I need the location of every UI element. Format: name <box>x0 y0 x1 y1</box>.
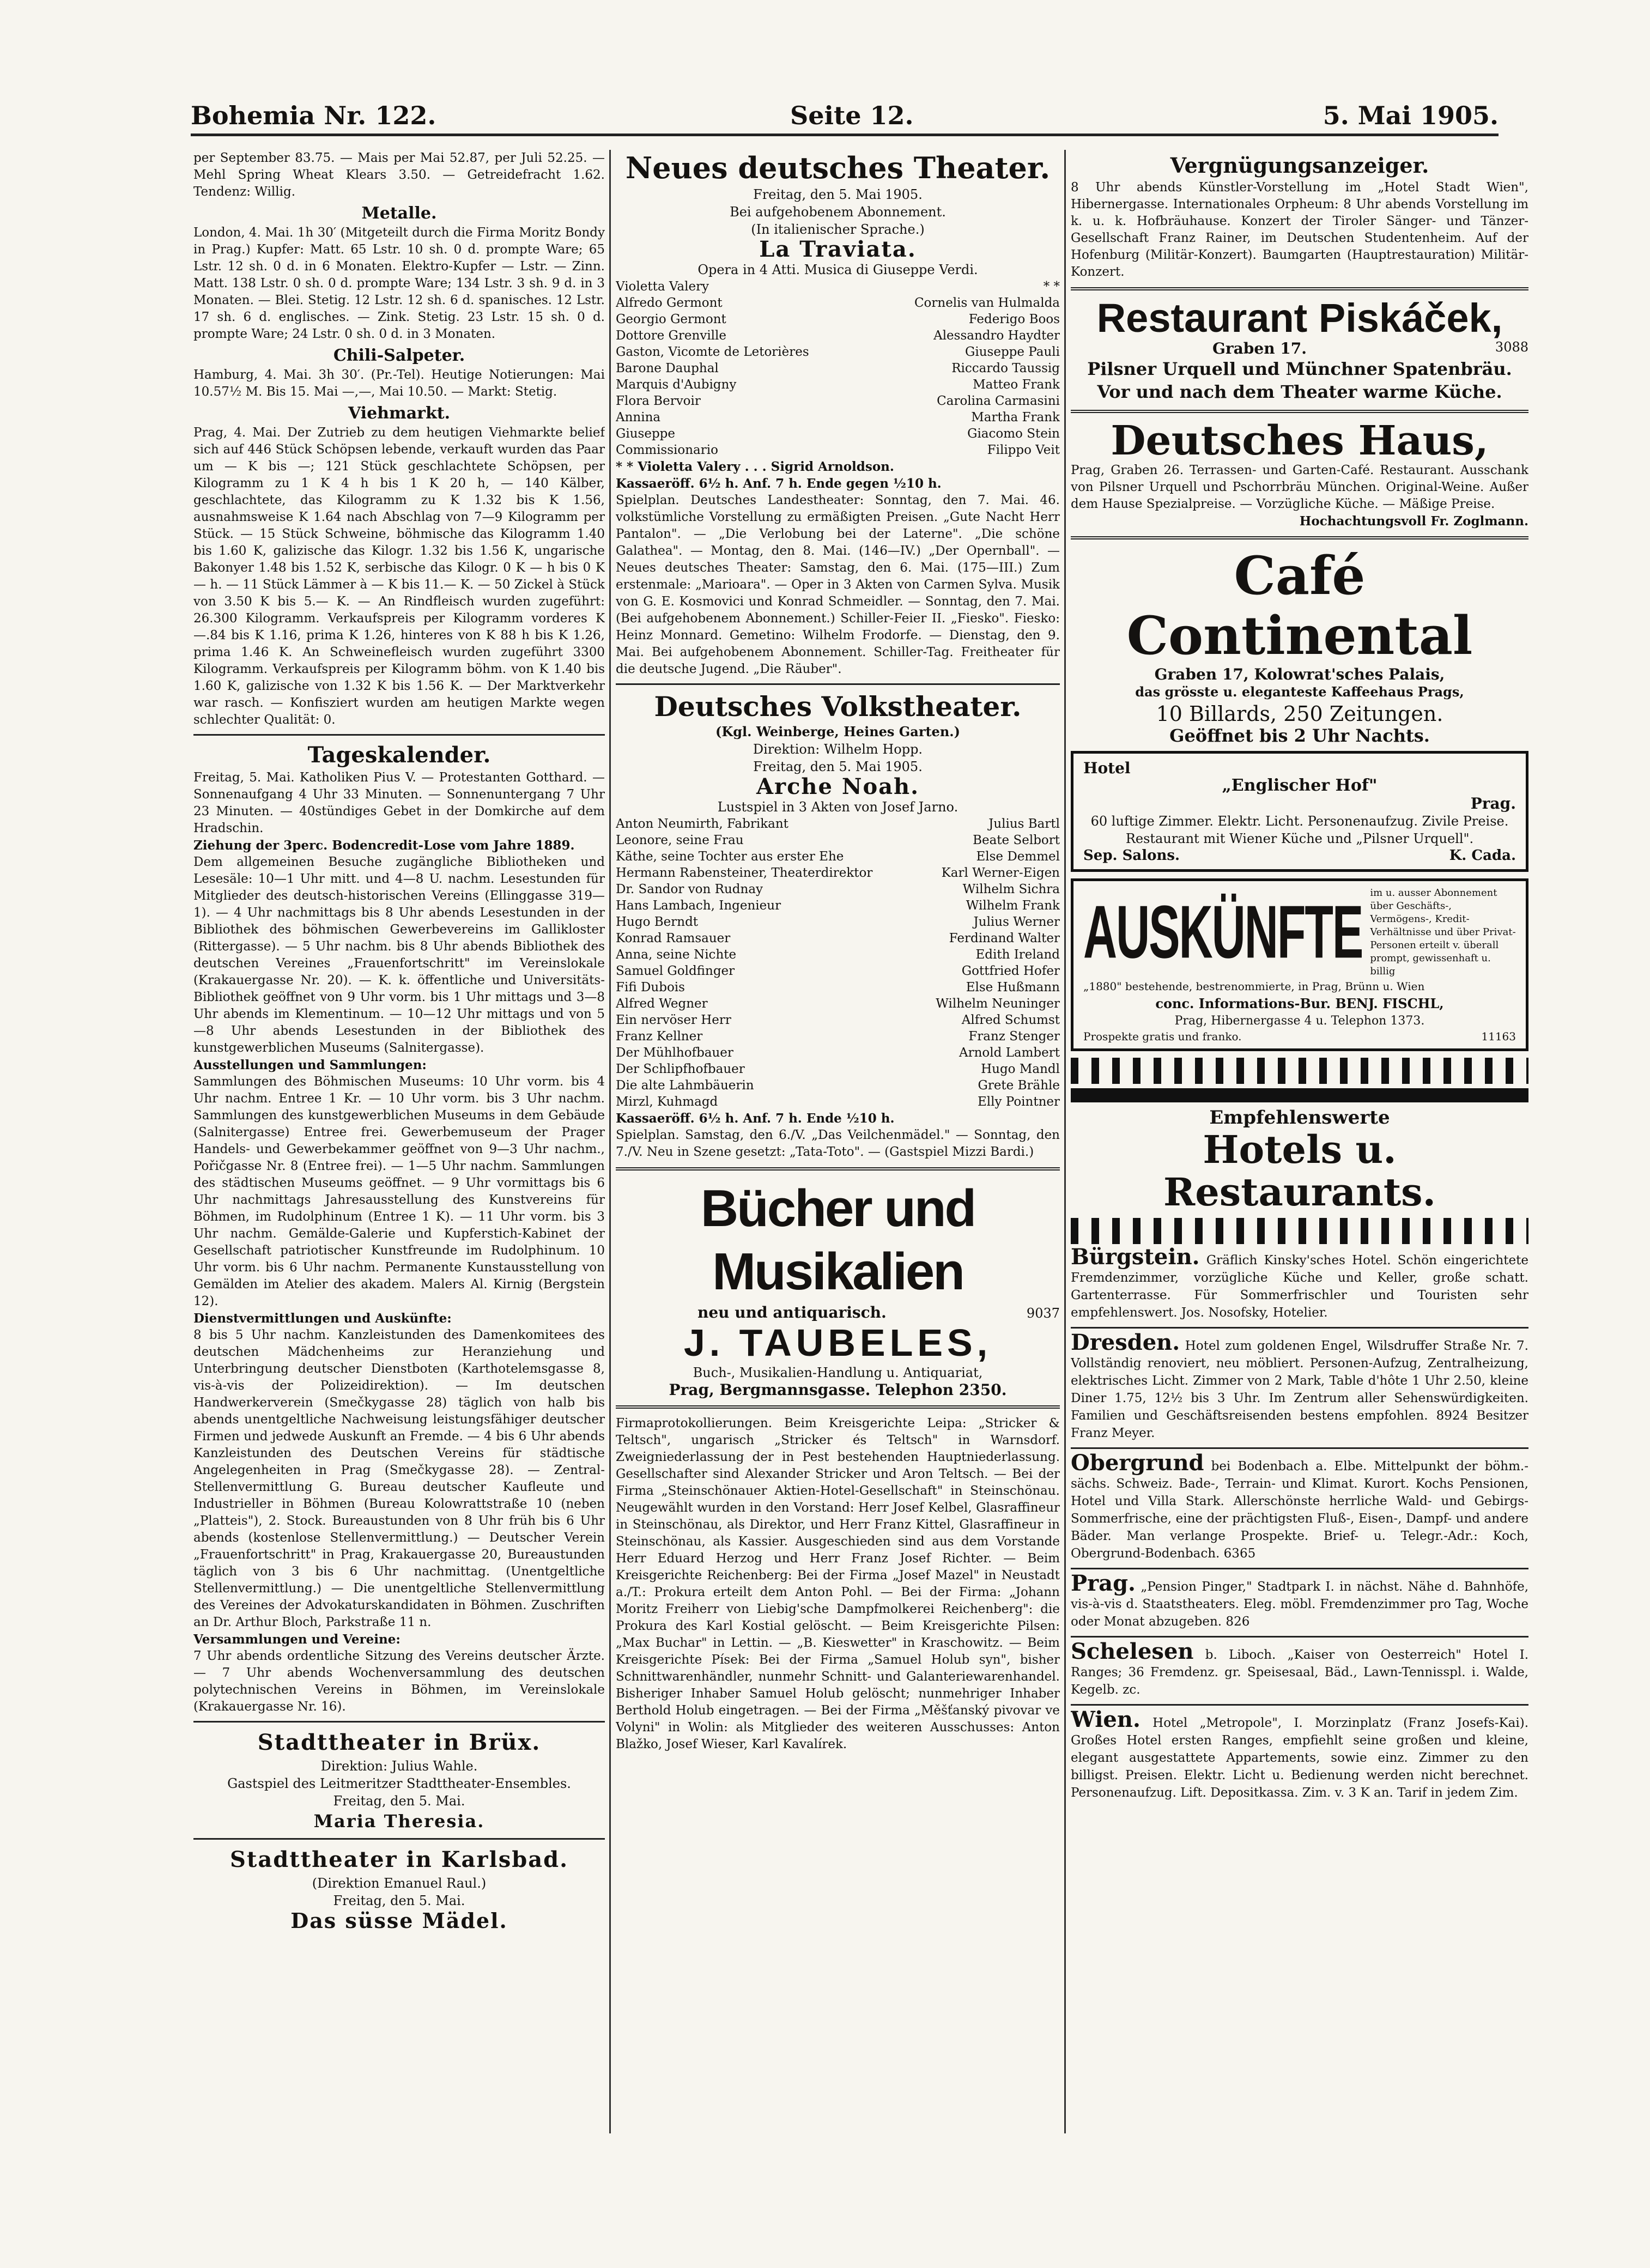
divider <box>1071 1704 1528 1706</box>
hotel-lead: Obergrund <box>1071 1450 1204 1476</box>
cast-row <box>616 1077 1060 1094</box>
chili-heading: Chili-Salpeter. <box>333 346 465 365</box>
dvt-spielplan: Spielplan. Samstag, den 6./V. „Das Veilchenmädel." — Sonntag, den 7./V. Neu in Szene gesetzt: „Tata-Toto". — (Gastspiel Mizzi Bardi.) <box>616 1128 1060 1159</box>
cast-row <box>616 832 1060 848</box>
cast-row <box>616 360 1060 377</box>
eh-city: Prag. <box>1470 795 1516 812</box>
brux-play: Maria Theresia. <box>313 1811 485 1832</box>
pisk-line-1: Pilsner Urquell und Münchner Spatenbräu. <box>1087 359 1512 379</box>
cafe-line-3: 10 Billards, 250 Zeitungen. <box>1156 702 1443 726</box>
ndt-times: Kassaeröff. 6½ h. Anf. 7 h. Ende gegen ½10 h. <box>616 476 942 491</box>
divider <box>193 1838 605 1840</box>
hotel-text: Hotel „Metropole", I. Morzinplatz (Franz Josefs-Kai). Großes Hotel ersten Ranges, empfiehlt seine großen und kleine, elegant ausgestattete Appartements, sowie einz. Zimmer zu den billigst. Preisen. Elektr. Licht u. Bedienung werden nicht berechnet. Personenaufzug. Lift. Depositkassa. Zim. v. 3 K an. Tarif in jedem Zim. <box>1071 1716 1528 1800</box>
ausk-num: 11163 <box>1481 1030 1516 1043</box>
role: Alfred Wegner <box>616 997 708 1011</box>
books-sub-row <box>616 1303 1060 1321</box>
dvt-cast <box>616 816 1060 1110</box>
role: Annina <box>616 410 661 425</box>
ausst-heading: Ausstellungen und Sammlungen: <box>193 1058 427 1072</box>
cafe-line-1: Graben 17, Kolowrat'sches Palais, <box>1154 665 1445 683</box>
divider <box>616 1405 1060 1409</box>
versamm-text: 7 Uhr abends ordentliche Sitzung des Vereins deutscher Ärzte. — 7 Uhr abends Wochenversammlung des deutschen polytechnischen Vereins in Böhmen, im Vereinslokale (Krakauergasse Nr. 16). <box>193 1649 605 1714</box>
ausst-text: Sammlungen des Böhmischen Museums: 10 Uhr vorm. bis 4 Uhr nachm. Entree 1 Kr. — 10 Uhr vorm. bis 3 Uhr nachm. Sammlungen des kunstgewerblichen Museums in dem Gebäude (Salnitergasse) Entree frei. Gewerbemuseum der Prager Handels- und Gewerbekammer geöffnet von 9—3 Uhr nachm., Pořičgasse Nr. 8 (Entree frei). — 1—5 Uhr nachm. Sammlungen des städtischen Museums geöffnet. — 9 Uhr vormittags bis 6 Uhr nachmittags Jahresausstellung des Kunstvereins für Böhmen, im Rudolphinum (Entree 1 K). — 11 Uhr vorm. bis 3 Uhr nachm. Gemälde-Galerie und Kupferstich-Kabinet der Gesellschaft patriotischer Kunstfreunde im Rudolphinum. 10 Uhr vorm. bis 6 Uhr nachm. Permanente Kunstausstellung von Gemälden im Atelier des akadem. Malers Al. Kirnig (Bergstein 12). <box>193 1075 605 1308</box>
actor: Federigo Boos <box>968 312 1060 326</box>
divider <box>1071 1327 1528 1329</box>
actor: Cornelis van Hulmalda <box>914 296 1060 310</box>
actor: Julius Bartl <box>988 817 1060 831</box>
hotel-entry <box>1071 1330 1528 1442</box>
page-header <box>191 101 1499 136</box>
hotel-entry <box>1071 1707 1528 1802</box>
dvt-sub: (Kgl. Weinberge, Heines Garten.) <box>715 724 960 739</box>
cast-row <box>616 881 1060 898</box>
dh-owner: Hochachtungsvoll Fr. Zoglmann. <box>1299 514 1528 529</box>
cast-row <box>616 914 1060 930</box>
chili-text: Hamburg, 4. Mai. 3h 30′. (Pr.-Tel). Heutige Notierungen: Mai 10.57½ M. Bis 15. Mai —,—, Mai 10.50. — Markt: Stetig. <box>193 368 605 399</box>
hotel-text: Hotel zum goldenen Engel, Wilsdruffer Straße Nr. 7. Vollständig renoviert, neu möbliert. Personen-Aufzug, Zentralheizung, elektrisches Licht. Zimmer von 2 Mark, Table d'hôte 1 Uhr 2.50, kleine Diner 1.75, 12½ bis 3 Uhr. Im Zentrum aller Sehenswürdigkeiten. Familien und Geschäftsreisenden bestens empfohlen. 8924 Besitzer Franz Meyer. <box>1071 1339 1528 1440</box>
role: Barone Dauphal <box>616 361 719 375</box>
metalle-text: London, 4. Mai. 1h 30′ (Mitgeteilt durch die Firma Moritz Bondy in Prag.) Kupfer: Matt. 65 Lstr. 10 sh. 0 d. prompte Ware; 65 Lstr. 12 sh. 0 d. in 6 Monaten. Elektro-Kupfer — Lstr. — Zinn. Matt. 138 Lstr. 0 sh. 0 d. prompte Ware; 134 Lstr. 3 sh. 9 d. in 3 Monaten. — Blei. Stetig. 12 Lstr. 12 sh. 6 d. spanisches. 12 Lstr. 17 sh. 6 d. englisches. — Zink. Stetig. 23 Lstr. 15 sh. 0 d. prompte Ware; 24 Lstr. 0 sh. 0 d. in 3 Monaten. <box>193 226 605 341</box>
actor: Filippo Veit <box>987 443 1060 457</box>
hotel-lead: Bürgstein. <box>1071 1244 1200 1270</box>
ndt-play: La Traviata. <box>759 236 917 262</box>
actor: Wilhelm Sichra <box>962 882 1060 896</box>
role: Franz Kellner <box>616 1029 703 1044</box>
role: Dottore Grenville <box>616 329 727 343</box>
role: Violetta Valery <box>616 280 709 294</box>
ndt-line-1: Freitag, den 5. Mai 1905. <box>753 187 923 202</box>
column-1 <box>193 150 605 2133</box>
divider <box>1071 1447 1528 1449</box>
pisk-addr-row <box>1071 339 1528 357</box>
cast-row <box>616 865 1060 881</box>
role: Georgio Germont <box>616 312 726 326</box>
karls-line-2: Freitag, den 5. Mai. <box>333 1893 465 1908</box>
role: Der Mühlhofbauer <box>616 1046 733 1060</box>
role: Marquis d'Aubigny <box>616 378 737 392</box>
actor: Matteo Frank <box>973 378 1060 392</box>
actor: Giuseppe Pauli <box>964 345 1060 359</box>
ndt-star: * * Violetta Valery . . . Sigrid Arnoldson. <box>616 459 894 474</box>
ornament-bar <box>1071 1088 1528 1102</box>
role: Die alte Lahmbäuerin <box>616 1078 754 1093</box>
brux-line-3: Freitag, den 5. Mai. <box>333 1793 465 1809</box>
ndt-line-3: (In italienischer Sprache.) <box>751 222 925 237</box>
header-right: 5. Mai 1905. <box>1323 101 1499 130</box>
cast-row <box>616 1045 1060 1061</box>
pisk-line-2: Vor und nach dem Theater warme Küche. <box>1097 381 1502 402</box>
divider <box>1071 1636 1528 1638</box>
column-2 <box>616 150 1060 2133</box>
actor: Julius Werner <box>973 915 1060 929</box>
column-3 <box>1071 150 1528 2133</box>
firmaprotokoll: Firmaprotokollierungen. Beim Kreisgerichte Leipa: „Stricker & Teltsch", ungarisch „Stricker és Teltsch" in Warnsdorf. Zweigniederlassung der in Pest bestehenden Hauptniederlassung. Gesellschafter sind Alexander Stricker und Aron Teltsch. — Bei der Firma „Steinschönauer Aktien-Hotel-Gesellschaft" in Steinschönau. Neugewählt wurden in den Vorstand: Herr Josef Kelbel, Glasraffineur in Steinschönau, als Direktor, und Herr Franz Kittel, Glasraffineur in Steinschönau, als Kassier. Ausgeschieden sind aus dem Vorstande Herr Eduard Herzog und Herr Franz Josef Richter. — Beim Kreisgerichte Reichenberg: Bei der Firma „Josef Mazel" in Neustadt a./T.: Prokura erteilt dem Anton Pohl. — Bei der Firma: „Johann Moritz Freiherr von Liebig'sche Dampfmolkerei Reichenberg": die Prokura des Karl Kostial gelöscht. — Beim Kreisgerichte Pilsen: „Max Buchar" in Lettin. — „B. Kieswetter" in Kraschowitz. — Beim Kreisgerichte Písek: Bei der Firma „Samuel Holub syn", bisher Schnittwarenhändler, nunmehr Schnitt- und Galanteriewarenhandel. Bisheriger Inhaber Samuel Holub gelöscht; nunmehriger Inhaber Berthold Holub eingetragen. — Bei der Firma „Měšťanský pivovar ve Volyni" in Wolin: als Mitglieder des weiteren Ausschusses: Anton Blažko, Josef Wieser, Karl Kavalírek. <box>616 1416 1060 1751</box>
cast-row <box>616 979 1060 996</box>
role: Alfredo Germont <box>616 296 723 310</box>
karls-play: Das süsse Mädel. <box>290 1908 508 1933</box>
brux-line-2: Gastspiel des Leitmeritzer Stadttheater-Ensembles. <box>227 1776 571 1791</box>
dvt-times: Kassaeröff. 6½ h. Anf. 7 h. Ende ½10 h. <box>616 1111 895 1126</box>
divider <box>1071 287 1528 290</box>
tages-heading: Tageskalender. <box>307 742 491 768</box>
actor: Giacomo Stein <box>967 427 1060 441</box>
divider <box>1071 536 1528 539</box>
hotel-text: b. Liboch. „Kaiser von Oesterreich" Hotel I. Ranges; 36 Fremdenz. gr. Speisesaal, Bäd., Lawn-Tennisspl. i. Walde, Kegelb. zc. <box>1071 1648 1528 1697</box>
tages-text-3: Dem allgemeinen Besuche zugängliche Bibliotheken und Lesesäle: 10—1 Uhr mitt. und 4—8 U. nachm. Lesestunden für Mitglieder des deutsch-historischen Vereins (Ellinggasse 319—1). — 4 Uhr nachmittags bis 8 Uhr abends Lesestunden in der Bibliothek des böhmischen Gewerbevereins im Gallikloster (Rittergasse). — 5 Uhr nachm. bis 8 Uhr abends Bibliothek des deutschen Vereines „Frauenfortschritt" im Vereinslokale (Krakauergasse Nr. 20). — K. k. öffentliche und Universitäts-Bibliothek geöffnet von 9 Uhr vorm. bis 1 Uhr mittags und 3—8 Uhr abends im Klementinum. — 10—12 Uhr mittags und von 5—8 Uhr abends Lesestunden in der Bibliothek des kunstgewerblichen Museums (Salnitergasse). <box>193 855 605 1055</box>
role: Hans Lambach, Ingenieur <box>616 899 781 913</box>
hotel-lead: Prag. <box>1071 1570 1136 1596</box>
cast-row <box>616 1028 1060 1045</box>
cast-row <box>616 295 1060 311</box>
ornament-band <box>1071 1058 1528 1084</box>
dienst-heading: Dienstvermittlungen und Auskünfte: <box>193 1311 452 1326</box>
pisk-addr: Graben 17. <box>1212 339 1307 357</box>
role: Flora Bervoir <box>616 394 701 408</box>
actor: Hugo Mandl <box>981 1062 1060 1076</box>
brux-title: Stadttheater in Brüx. <box>257 1730 541 1755</box>
dvt-play: Arche Noah. <box>756 774 920 799</box>
cast-row <box>616 278 1060 295</box>
brux-line-1: Direktion: Julius Wahle. <box>320 1758 478 1774</box>
eh-owner: K. Cada. <box>1449 847 1516 864</box>
role: Dr. Sandor von Rudnay <box>616 882 763 896</box>
divider <box>193 1721 605 1723</box>
ausk-pros: Prospekte gratis und franko. <box>1083 1030 1242 1043</box>
role: Ein nervöser Herr <box>616 1013 731 1027</box>
cast-row <box>616 393 1060 409</box>
ausk-side: im u. ausser Abonnement über Geschäfts-, Vermögens-, Kredit-Verhältnisse und über Privat-Personen erteilt v. überall prompt, gewissenhaft u. billig <box>1370 887 1516 977</box>
cast-row <box>616 311 1060 328</box>
dh-text: Prag, Graben 26. Terrassen- und Garten-Café. Restaurant. Ausschank von Pilsner Urquell und Pschorrbräu München. Original-Weine. Außer dem Hause Spezialpreise. — Vorzügliche Küche. — Mäßige Preise. <box>1071 463 1528 511</box>
englischer-hof-ad <box>1071 751 1528 872</box>
verg-heading: Vergnügungsanzeiger. <box>1170 153 1429 178</box>
role: Samuel Goldfinger <box>616 964 735 978</box>
books-title: Bücher und Musikalien <box>700 1179 975 1301</box>
cast-row <box>616 898 1060 914</box>
actor: Wilhelm Neuninger <box>936 997 1060 1011</box>
hotel-entry <box>1071 1244 1528 1321</box>
role: Giuseppe <box>616 427 676 441</box>
market-intro: per September 83.75. — Mais per Mai 52.87, per Juli 52.25. — Mehl Spring Wheat Klears 3.50. — Getreidefracht 1.62. Tendenz: Willig. <box>193 151 605 199</box>
eh-label: Hotel <box>1083 759 1131 777</box>
auskuenfte-ad <box>1071 878 1528 1051</box>
dvt-line-1: Direktion: Wilhelm Hopp. <box>753 742 923 757</box>
actor: Martha Frank <box>971 410 1060 425</box>
divider <box>616 683 1060 685</box>
column-rule-1 <box>609 150 611 2133</box>
header-center: Seite 12. <box>790 101 914 130</box>
cast-row <box>616 1094 1060 1110</box>
eh-name: „Englischer Hof" <box>1222 776 1378 795</box>
actor: Beate Selbort <box>973 833 1060 847</box>
cafe-line-4: Geöffnet bis 2 Uhr Nachts. <box>1169 725 1430 746</box>
actor: Wilhelm Frank <box>966 899 1060 913</box>
role: Hugo Berndt <box>616 915 699 929</box>
tages-text-2: Ziehung der 3perc. Bodencredit-Lose vom Jahre 1889. <box>193 838 575 853</box>
hotel-entry <box>1071 1450 1528 1562</box>
actor: * * <box>1043 280 1060 294</box>
ndt-spielplan: Spielplan. Deutsches Landestheater: Sonntag, den 7. Mai. 46. volkstümliche Vorstellung zu ermäßigten Preisen. „Gute Nacht Herr Pantalon". — „Die Verlobung bei der Laterne". „Die schöne Galathea". — Montag, den 8. Mai. (146—IV.) „Der Opernball". — Neues deutsches Theater: Samstag, den 6. Mai. (175—III.) Zum erstenmale: „Marioara". — Oper in 3 Akten von Carmen Sylva. Musik von G. E. Kosmovici und Konrad Schmeidler. — Sonntag, den 7. Mai. (Bei aufgehobenem Abonnement.) Schiller-Feier II. „Fiesko". Fiesko: Heinz Monnard. Gemetino: Wilhelm Frodorfe. — Dienstag, den 9. Mai. Bei aufgehobenem Abonnement. Schiller-Tag. Freitheater für die deutsche Jugend. „Die Räuber". <box>616 493 1060 676</box>
actor: Else Demmel <box>976 850 1060 864</box>
ndt-line-2: Bei aufgehobenem Abonnement. <box>730 204 946 220</box>
divider <box>193 734 605 736</box>
cast-row <box>616 816 1060 832</box>
cafe-line-2: das grösste u. eleganteste Kaffeehaus Prags, <box>1135 684 1464 700</box>
cast-row <box>616 426 1060 442</box>
ndt-sub: Opera in 4 Atti. Musica di Giuseppe Verdi. <box>697 262 978 277</box>
cast-row <box>616 344 1060 360</box>
divider <box>1071 1568 1528 1569</box>
actor: Alfred Schumst <box>961 1013 1060 1027</box>
emp-big: Hotels u. Restaurants. <box>1163 1127 1436 1215</box>
ndt-title: Neues deutsches Theater. <box>625 150 1051 185</box>
hotel-entry <box>1071 1570 1528 1630</box>
role: Fifi Dubois <box>616 980 685 994</box>
role: Gaston, Vicomte de Letorières <box>616 345 809 359</box>
role: Anna, seine Nichte <box>616 948 737 962</box>
ausk-big: AUSKÜNFTE <box>1083 890 1363 974</box>
hotel-lead: Wien. <box>1071 1707 1141 1732</box>
role: Der Schlipfhofbauer <box>616 1062 745 1076</box>
hotel-text: bei Bodenbach a. Elbe. Mittelpunkt der böhm.-sächs. Schweiz. Bade-, Terrain- und Klimat. Kurort. Kochs Pensionen, Hotel und Villa Stark. Allerschönste herrliche Wald- und Gebirgs-Sommerfrische, eine der prächtigsten Fluß-, Eisen-, Dampf- und andere Bäder. Man verlange Prospekte. Brief- u. Telegr.-Adr.: Koch, Obergrund-Bodenbach. 6365 <box>1071 1459 1528 1561</box>
dh-title: Deutsches Haus, <box>1111 417 1489 464</box>
ndt-cast <box>616 278 1060 458</box>
karls-line-1: (Direktion Emanuel Raul.) <box>312 1876 487 1891</box>
cast-row <box>616 930 1060 947</box>
tages-text-1: Freitag, 5. Mai. Katholiken Pius V. — Protestanten Gotthard. — Sonnenaufgang 4 Uhr 33 Minuten. — Sonnenuntergang 7 Uhr 23 Minuten. — 40stündiges Gebet in der Domkirche auf dem Hradschin. <box>193 771 605 835</box>
role: Käthe, seine Tochter aus erster Ehe <box>616 850 844 864</box>
actor: Riccardo Taussig <box>951 361 1060 375</box>
actor: Alessandro Haydter <box>933 329 1060 343</box>
dvt-line-2: Freitag, den 5. Mai 1905. <box>753 759 923 774</box>
ausk-est: „1880" bestehende, bestrenommierte, in Prag, Brünn u. Wien <box>1083 980 1425 993</box>
actor: Gottfried Hofer <box>961 964 1060 978</box>
karls-title: Stadttheater in Karlsbad. <box>229 1847 569 1872</box>
cast-row <box>616 409 1060 426</box>
cast-row <box>616 1061 1060 1077</box>
cast-row <box>616 996 1060 1012</box>
hotel-entry <box>1071 1639 1528 1699</box>
role: Anton Neumirth, Fabrikant <box>616 817 788 831</box>
books-addr: Prag, Bergmannsgasse. Telephon 2350. <box>669 1381 1007 1399</box>
books-num: 9037 <box>1026 1306 1060 1321</box>
dvt-genre: Lustspiel in 3 Akten von Josef Jarno. <box>717 799 959 815</box>
role: Hermann Rabensteiner, Theaterdirektor <box>616 866 873 880</box>
role: Konrad Ramsauer <box>616 931 731 945</box>
verg-text: 8 Uhr abends Künstler-Vorstellung im „Hotel Stadt Wien", Hibernergasse. Internationales Orpheum: 8 Uhr abends Vorstellung im k. u. k. Hofbräuhause. Konzert der Tiroler Sänger- und Tänzer-Gesellschaft Franz Rainer, im Deutschen Studentenheim. Auf der Hofenburg (Militär-Konzert). Baumgarten (Hauptrestauration) Militär-Konzert. <box>1071 180 1528 279</box>
pisk-num: 3088 <box>1495 339 1528 355</box>
cast-row <box>616 848 1060 865</box>
cast-row <box>616 1012 1060 1028</box>
column-rule-2 <box>1064 150 1066 2133</box>
ausk-footer <box>1083 1030 1516 1043</box>
actor: Ferdinand Walter <box>949 931 1060 945</box>
eh-sep: Sep. Salons. <box>1083 847 1180 864</box>
dvt-title: Deutsches Volkstheater. <box>654 690 1022 723</box>
versamm-heading: Versammlungen und Vereine: <box>193 1632 401 1647</box>
vieh-heading: Viehmarkt. <box>348 404 451 423</box>
role: Leonore, seine Frau <box>616 833 744 847</box>
role: Mirzl, Kuhmagd <box>616 1095 718 1109</box>
actor: Elly Pointner <box>977 1095 1060 1109</box>
actor: Else Hußmann <box>966 980 1060 994</box>
hotel-lead: Schelesen <box>1071 1639 1194 1664</box>
actor: Edith Ireland <box>975 948 1060 962</box>
actor: Grete Brähle <box>978 1078 1060 1093</box>
books-desc: Buch-, Musikalien-Handlung u. Antiquariat, <box>693 1365 983 1380</box>
emp-heading: Empfehlenswerte <box>1209 1107 1390 1129</box>
actor: Arnold Lambert <box>959 1046 1060 1060</box>
header-left: Bohemia Nr. 122. <box>191 101 436 130</box>
cast-row <box>616 963 1060 979</box>
ornament-band <box>1071 1218 1528 1244</box>
hotel-text: Gräflich Kinsky'sches Hotel. Schön eingerichtete Fremdenzimmer, vorzügliche Küche und Keller, große schatt. Gartenterrasse. Für Sommerfrischler und Touristen sehr empfehlenswert. Jos. Nosofsky, Hotelier. <box>1071 1253 1528 1320</box>
ausk-top <box>1083 887 1516 978</box>
cast-row <box>616 442 1060 458</box>
divider <box>616 1167 1060 1171</box>
divider <box>1071 410 1528 413</box>
books-sub: neu und antiquarisch. <box>697 1303 887 1321</box>
books-firm: J. TAUBELES, <box>683 1321 992 1364</box>
eh-footer <box>1083 847 1516 864</box>
actor: Karl Werner-Eigen <box>941 866 1060 880</box>
cafe-title: Café Continental <box>1126 545 1473 666</box>
actor: Franz Stenger <box>968 1029 1060 1044</box>
hotel-lead: Dresden. <box>1071 1330 1180 1355</box>
ausk-addr: Prag, Hibernergasse 4 u. Telephon 1373. <box>1174 1014 1425 1028</box>
pisk-title: Restaurant Piskáček, <box>1096 295 1503 341</box>
ausk-firm: conc. Informations-Bur. BENJ. FISCHL, <box>1155 996 1444 1011</box>
metalle-heading: Metalle. <box>361 204 437 223</box>
dienst-text: 8 bis 5 Uhr nachm. Kanzleistunden des Damenkomitees des deutschen Mädchenheims zur Heranziehung und Unterbringung deutscher Dienstboten (Karthotelemsgasse 8, vis-à-vis der Polizeidirektion). — Im deutschen Handwerkerverein (Smečkygasse 28) täglich von halb bis abends unentgeltliche Nachweisung leistungsfähiger deutscher Firmen und jedwede Auskunft an Fremde. — 4 bis 6 Uhr abends Kanzleistunden des Deutschen Vereins für städtische Angelegenheiten in Prag (Smečkygasse 28). — Zentral-Stellenvermittlung G. Bureau deutscher Kaufleute und Industrieller in Böhmen (Bureau Kolowrattstraße 10 (neben „Platteis"), 2. Stock. Bureaustunden von 8 Uhr früh bis 6 Uhr abends (kostenlose Stellenvermittlung.) — Deutscher Verein „Frauenfortschritt" in Prag, Krakauergasse 20, Bureaustunden täglich von 3 bis 6 Uhr nachmittag. (Unentgeltliche Stellenvermittlung.) — Die unentgeltliche Stellenvermittlung des Vereines der Advokaturskandidaten in Böhmen. Zuschriften an Dr. Arthur Bloch, Parkstraße 11 n. <box>193 1328 605 1629</box>
cast-row <box>616 947 1060 963</box>
hotel-text: „Pension Pinger," Stadtpark I. in nächst. Nähe d. Bahnhöfe, vis-à-vis d. Staatstheaters. Eleg. möbl. Fremdenzimmer pro Tag, Woche oder Monat abzugeben. 826 <box>1071 1580 1528 1629</box>
role: Commissionario <box>616 443 718 457</box>
cast-row <box>616 328 1060 344</box>
vieh-text: Prag, 4. Mai. Der Zutrieb zu dem heutigen Viehmarkte belief sich auf 446 Stück Schöpsen lebende, verkauft wurden das Paar um — K bis —; 121 Stück geschlachtete Schöpsen, per Kilogramm zu 1 K 4 h bis 1 K 20 h, — 140 Kälber, geschlachtete, das Kilogramm zu K 1.32 bis K 1.56, ausnahmsweise K 1.64 nach Abschlag von 7—9 Kilogramm per Stück. — 15 Stück Schweine, böhmische das Kilogramm 1.40 bis 1.60 K, galizische das Kilogr. 1.32 bis 1.56 K, ungarische Bakonyer 1.48 bis 1.52 K, serbische das Kilogr. 0 K — h bis 0 K — h. — 11 Stück Lämmer à — K bis 11.— K. — 50 Zickel à Stück von 3.50 K bis 5.— K. — An Rindfleisch wurden zugeführt: 26.300 Kilogramm. Verkaufspreis per Kilogramm vorderes K —.84 bis K 1.16, prima K 1.26, hinteres von K 88 h bis K 1.26, prima 1.46 K. An Schweinefleisch wurden zugeführt 3300 Kilogramm. Verkaufspreis per Kilogramm böhm. von K 1.40 bis 1.60 K, galizische von 1.32 K bis 1.56 K. — Der Marktverkehr war rasch. — Konfisziert wurden am heutigen Markte wegen schlechter Qualität: 0. <box>193 426 605 727</box>
actor: Carolina Carmasini <box>937 394 1060 408</box>
eh-text: 60 luftige Zimmer. Elektr. Licht. Personenaufzug. Zivile Preise. Restaurant mit Wiener Küche und „Pilsner Urquell". <box>1090 814 1509 846</box>
cast-row <box>616 377 1060 393</box>
